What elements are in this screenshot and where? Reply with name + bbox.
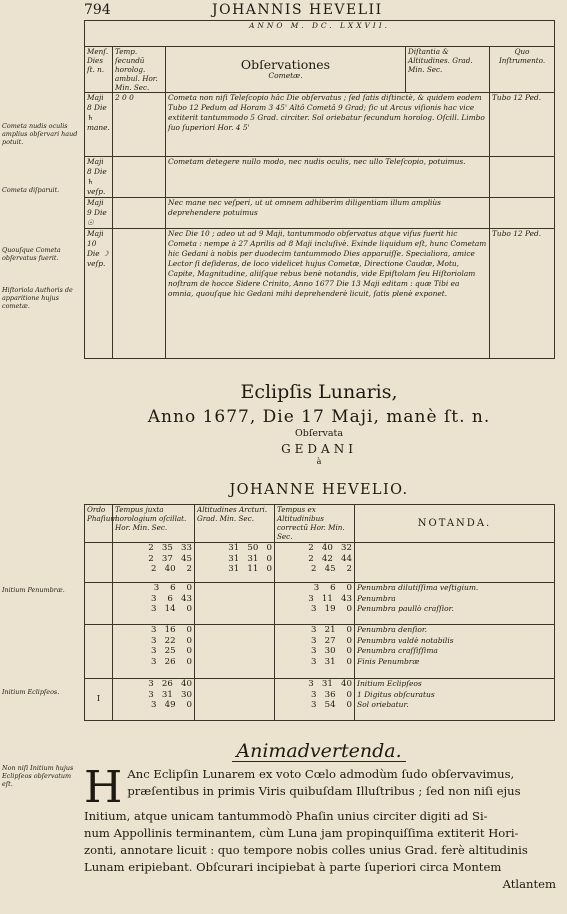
col-dist-header: Diſtantia & Altitudines. Grad. Min. Sec. (406, 47, 490, 93)
table-row (85, 679, 555, 721)
margin-note: Cometa nudis oculis amplius obſervari haud potuit. (2, 122, 78, 146)
text-line: Atlantem (502, 877, 556, 891)
animadvertenda-title: Animadvertenda. (236, 740, 402, 762)
group-ordo (85, 583, 113, 625)
group-corrected: 3 31 40 3 36 0 3 54 0 (275, 679, 355, 721)
table-row (85, 583, 555, 625)
drop-cap: H (84, 762, 123, 813)
row-instrument: Tubo 12 Ped. (490, 229, 555, 359)
margin-note: Cometa diſparuit. (2, 186, 60, 194)
eclipse-observata: Obſervata (294, 428, 344, 439)
group-ordo (85, 625, 113, 679)
text-line: Lunam eripiebant. Obſcurari incipiebat à parte ſuperiori circa Montem (84, 860, 502, 874)
group-altitude: 31 50 0 31 31 0 31 11 0 (195, 543, 275, 583)
eclipse-a: à (316, 457, 322, 466)
col-obs-header (166, 47, 406, 93)
group-altitude (195, 625, 275, 679)
anno-title: ANNO M. DC. LXXVII. (85, 21, 555, 47)
row-observation: Cometa non niſi Teleſcopio hâc Die obſervatus ; ſed ſatis diſtinctè, & quidem eodem Tubo 12 Pedum ad Horam 3 45' Altô Cometâ 9 Grad; ſic ut Arcus viſionis hac vice extiterit tantummodo 5 Grad. circiter. Sol oriebatur ſecundum horolog. Oſcill. Limbo ſuo ſuperiori Hor. 4 5' (166, 93, 490, 157)
table-row (85, 93, 555, 157)
group-time: 3 26 40 3 31 30 3 49 0 (113, 679, 195, 721)
col-mens-header: Menſ. Dies ſt. n. (85, 47, 113, 93)
text-line: num Appollinis terminantem, cùm Luna jam propinquiſſima extiterit Hori- (84, 826, 519, 840)
text-line: præſentibus in primis Viris quibuſdam Illuſtribus ; ſed non niſi ejus (127, 784, 521, 798)
text-line: Anc Eclipſin Lunarem ex voto Cœlo admodùm ſudo obſervavimus, (127, 767, 515, 781)
table-row (85, 198, 555, 229)
group-time: 2 35 33 2 37 45 2 40 2 (113, 543, 195, 583)
table-row (85, 543, 555, 583)
row-date: Maji 10 Die ☽ veſp. (85, 229, 113, 359)
group-ordo (85, 543, 113, 583)
col-corr-header: Tempus ex Altitudinibus correctũ Hor. Min. Sec. (275, 505, 355, 543)
margin-note: Initium Eclipſeos. (2, 688, 60, 696)
text-line: Initium, atque unicam tantummodò Phaſin unius circiter digiti ad Si- (84, 809, 488, 823)
row-time (113, 198, 166, 229)
eclipse-place: GEDANI (281, 442, 357, 456)
group-notes: Penumbra dilutiſſima veſtigium. Penumbra Penumbra paullò craſſior. (355, 583, 555, 625)
row-observation: Cometam detegere nullo modo, nec nudis oculis, nec ullo Teleſcopio, potuimus. (166, 157, 490, 198)
col-obs-title: Obſervationes (240, 57, 331, 72)
margin-note: Hiſtoriola Authoris de apparitione hujus cometæ. (2, 286, 73, 310)
margin-note: Non niſi Initium hujus Eclipſeos obſervatum eſt. (2, 764, 74, 788)
col-temp-header: Temp. ſecundū horolog. ambul. Hor. Min. Sec. (113, 47, 166, 93)
table-row (85, 625, 555, 679)
row-instrument (490, 198, 555, 229)
page-number: 794 (84, 2, 111, 18)
group-time: 3 16 0 3 22 0 3 25 0 3 26 0 (113, 625, 195, 679)
col-ordo-header: Ordo Phaſium. (85, 505, 113, 543)
group-notes: Initium Eclipſeos 1 Digitus obſcuratus Sol oriebatur. (355, 679, 555, 721)
row-time (113, 157, 166, 198)
row-time: 2 0 0 (113, 93, 166, 157)
comet-observation-table (84, 20, 555, 359)
eclipse-author: JOHANNE HEVELIO. (229, 482, 409, 498)
text-line: zonti, annotare licuit : quo tempore nobis colles unius Grad. ferè altitudinis (84, 843, 528, 857)
col-obs-subtitle: Cometæ. (268, 71, 303, 80)
group-ordo: I (85, 679, 113, 721)
eclipse-table (84, 504, 555, 721)
row-date: Maji 9 Die ☉ (85, 198, 113, 229)
col-notanda-header: NOTANDA. (355, 505, 555, 543)
row-instrument (490, 157, 555, 198)
group-notes (355, 543, 555, 583)
table-row (85, 157, 555, 198)
row-date: Maji 8 Die ♄ veſp. (85, 157, 113, 198)
animadvertenda-text (84, 762, 556, 893)
row-instrument: Tubo 12 Ped. (490, 93, 555, 157)
margin-note: Quouſque Cometa obſervatus fuerit. (2, 246, 61, 262)
eclipse-date-line: Anno 1677, Die 17 Maji, manè ſt. n. (147, 407, 491, 427)
group-corrected: 2 40 32 2 42 44 2 45 2 (275, 543, 355, 583)
group-altitude (195, 583, 275, 625)
col-instr-header: Quo Inſtrumento. (490, 47, 555, 93)
title-rule (232, 761, 406, 762)
margin-note: Initium Penumbræ. (2, 586, 65, 594)
group-corrected: 3 6 0 3 11 43 3 19 0 (275, 583, 355, 625)
col-time-header: Tempus juxta horologium oſcillat. Hor. Min. Sec. (113, 505, 195, 543)
group-altitude (195, 679, 275, 721)
eclipse-title: Eclipſis Lunaris, (240, 381, 398, 403)
col-alt-header: Altitudines Arcturi. Grad. Min. Sec. (195, 505, 275, 543)
row-observation: Nec Die 10 ; adeo ut ad 9 Maji, tantummodo obſervatus atque viſus fuerit hic Cometa : nempe à 27 Aprilis ad 8 Maji incluſivè. Exinde liquidum eſt, hunc Cometam hic Gedani à nobis per duodecim tantummodo Dies apparuiſſe. Specialiora, amice Lector ſi deſideras, de loco videlicet hujus Cometæ, Directione Caudæ, Motu, Capite, Magnitudine, aliiſque rebus benè notandis, vide Epiſtolam ſeu Hiſtoriolam noſtram de hocce Sidere Crinito, Anno 1677 Die 13 Maji editam : quæ Tibi ea omnia, quouſque hic Gedani mihi deprehenderè licuit, ſatis plenè exponet. (166, 229, 490, 359)
row-observation: Nec mane nec veſperi, ut ut omnem adhiberim diligentiam illum ampliùs deprehendere potuimus (166, 198, 490, 229)
group-corrected: 3 21 0 3 27 0 3 30 0 3 31 0 (275, 625, 355, 679)
table-row (85, 229, 555, 359)
row-date: Maji 8 Die ♄ mane. (85, 93, 113, 157)
group-notes: Penumbra denſior. Penumbra valdè notabilis Penumbra craſſiſſima Finis Penumbræ (355, 625, 555, 679)
group-time: 3 6 0 3 6 43 3 14 0 (113, 583, 195, 625)
running-head: JOHANNIS HEVELII (212, 2, 383, 18)
row-time (113, 229, 166, 359)
